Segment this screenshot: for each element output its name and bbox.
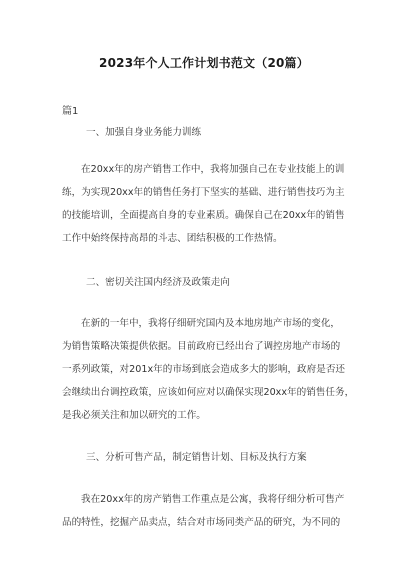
paragraph-line: 的技能培训，全面提高自身的专业素质。确保自己在20xx年的销售 [62,210,345,221]
heading-3: 三、分析可售产品，制定销售计划、目标及执行方案 [86,452,307,463]
paragraph-3 [62,488,348,534]
paragraph-1 [62,158,348,250]
paragraph-line: 练，为实现20xx年的销售任务打下坚实的基础、进行销售技巧为主 [62,187,345,198]
heading-1: 一、加强自身业务能力训练 [86,127,202,138]
paragraph-line: 品的特性，挖掘产品卖点，结合对市场同类产品的研究，为不同的 [62,517,341,528]
paragraph-2 [62,312,355,427]
paragraph-line: 是我必须关注和加以研究的工作。 [62,410,206,421]
document-title: 2023年个人工作计划书范文（20篇） [99,56,309,70]
paragraph-line: 在新的一年中，我将仔细研究国内及本地房地产市场的变化， [81,318,341,329]
paragraph-line: 工作中始终保持高昂的斗志、团结积极的工作热情。 [62,233,283,244]
section-label: 篇1 [62,106,79,117]
paragraph-line: 在20xx年的房产销售工作中，我将加强自己在专业技能上的训 [81,164,345,175]
paragraph-line: 会继续出台调控政策，应该如何应对以确保实现20xx年的销售任务， [62,387,355,398]
paragraph-line: 我在20xx年的房产销售工作重点是公寓，我将仔细分析可售产 [81,494,345,505]
paragraph-line: 一系列政策，对201x年的市场到底会造成多大的影响，政府是否还 [62,364,346,375]
heading-2: 二、密切关注国内经济及政策走向 [86,277,230,288]
paragraph-line: 为销售策略决策提供依据。目前政府已经出台了调控房地产市场的 [62,341,341,352]
